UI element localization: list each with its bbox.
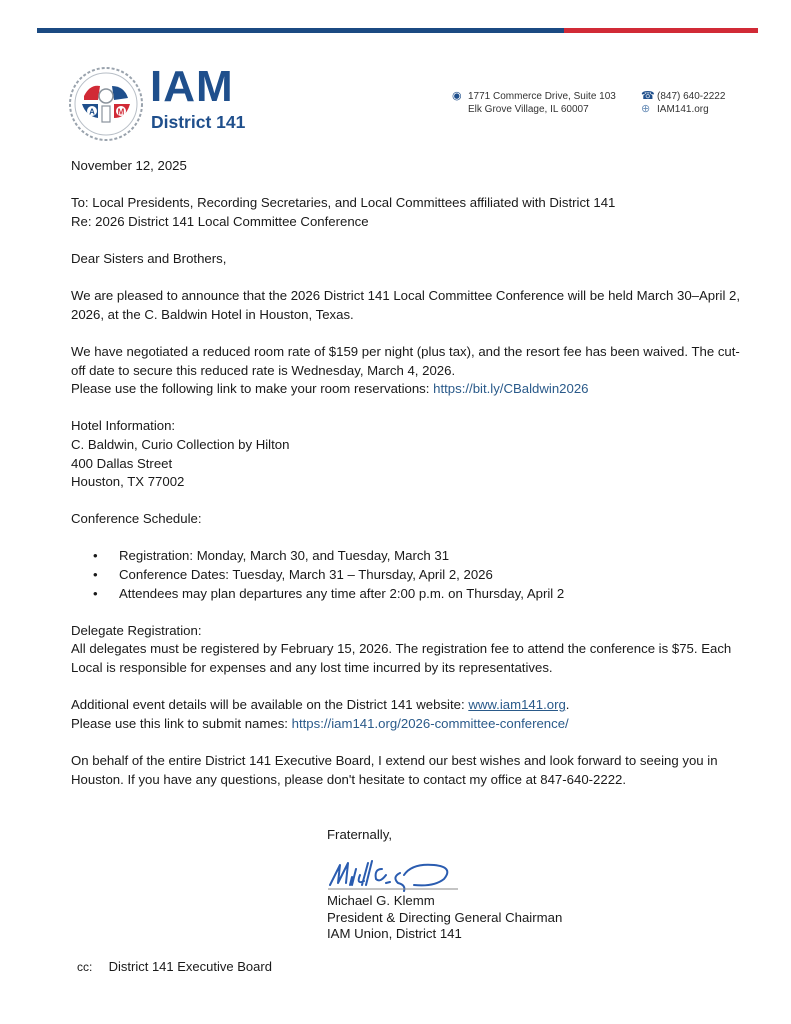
paragraph-room-rate: We have negotiated a reduced room rate of $159 per night (plus tax), and the resort fee has been waived. The cut-off date to secure this reduced rate is Wednesday, March 4, 2026. (71, 343, 740, 378)
website-link[interactable]: IAM141.org (657, 104, 709, 115)
cc-line (77, 959, 272, 974)
signature-block (327, 893, 562, 943)
contact-address (452, 90, 616, 116)
letter-re: Re: 2026 District 141 Local Committee Conference (71, 213, 369, 229)
seal-letter-a: A (89, 107, 95, 117)
header-bar-red (564, 28, 758, 33)
names-prefix: Please use this link to submit names: (71, 715, 292, 731)
address-line1: 1771 Commerce Drive, Suite 103 (468, 91, 616, 102)
iam-seal-icon (68, 66, 144, 142)
letter-date: November 12, 2025 (71, 158, 187, 173)
contact-phone-web (641, 90, 725, 116)
signer-name: Michael G. Klemm (327, 893, 435, 908)
details-line (71, 696, 751, 715)
phone-icon: ☎ (641, 90, 655, 102)
submit-names-link[interactable]: https://iam141.org/2026-committee-conference/ (291, 715, 569, 731)
hotel-name: C. Baldwin, Curio Collection by Hilton (71, 436, 290, 452)
seal-letter-m: M (117, 107, 125, 117)
hotel-city: Houston, TX 77002 (71, 474, 185, 490)
delegate-heading: Delegate Registration: (71, 622, 202, 638)
reservation-line (71, 380, 751, 399)
signer-org: IAM Union, District 141 (327, 926, 462, 941)
website-details-link[interactable]: www.iam141.org (468, 697, 566, 713)
schedule-list (71, 547, 751, 603)
schedule-item: • Conference Dates: Tuesday, March 31 – Thursday, April 2, 2026 (119, 566, 751, 585)
schedule-heading: Conference Schedule: (71, 511, 202, 527)
hotel-street: 400 Dallas Street (71, 455, 173, 471)
details-suffix: . (565, 697, 570, 713)
closing-paragraph: On behalf of the entire District 141 Executive Board, I extend our best wishes and look forward to seeing you in Houston. If you have any questions, please don't hesitate to contact my office at 847-640-2222. (71, 753, 718, 787)
header-color-bar (37, 28, 758, 33)
names-line (71, 715, 751, 734)
signature-image (326, 855, 466, 893)
globe-icon: ⊕ (641, 103, 651, 115)
closing: Fraternally, (327, 827, 392, 842)
cc-value: District 141 Executive Board (108, 959, 272, 974)
address-line2: Elk Grove Village, IL 60007 (468, 104, 589, 115)
cc-label: cc: (77, 960, 93, 974)
reservation-prefix: Please use the following link to make your room reservations: (71, 381, 434, 397)
phone-number: (847) 640-2222 (657, 91, 726, 102)
details-prefix: Additional event details will be available on the District 141 website: (71, 697, 469, 713)
schedule-item: • Attendees may plan departures any time after 2:00 p.m. on Thursday, April 2 (119, 585, 751, 604)
reservation-link[interactable]: https://bit.ly/CBaldwin2026 (433, 381, 589, 397)
paragraph-announcement: We are pleased to announce that the 2026 District 141 Local Committee Conference will be held March 30–April 2, 2026, at the C. Baldwin Hotel in Houston, Texas. (71, 288, 741, 322)
schedule-item: • Registration: Monday, March 30, and Tuesday, March 31 (119, 547, 751, 566)
iam-logo (68, 62, 248, 142)
signer-title: President & Directing General Chairman (327, 909, 563, 925)
header-bar-blue (37, 28, 564, 33)
hotel-heading: Hotel Information: (71, 418, 176, 434)
letter-body (71, 157, 751, 789)
logo-subtitle: District 141 (151, 112, 246, 132)
logo-title: IAM (150, 62, 234, 111)
letter-to: To: Local Presidents, Recording Secretaries, and Local Committees affiliated with District 141 (71, 195, 616, 211)
map-pin-icon: ◉ (452, 90, 462, 102)
salutation: Dear Sisters and Brothers, (71, 250, 227, 266)
delegate-text: All delegates must be registered by February 15, 2026. The registration fee to attend the conference is $75. Each Local is responsible for expenses and any lost time incurred by its representatives. (71, 641, 732, 676)
